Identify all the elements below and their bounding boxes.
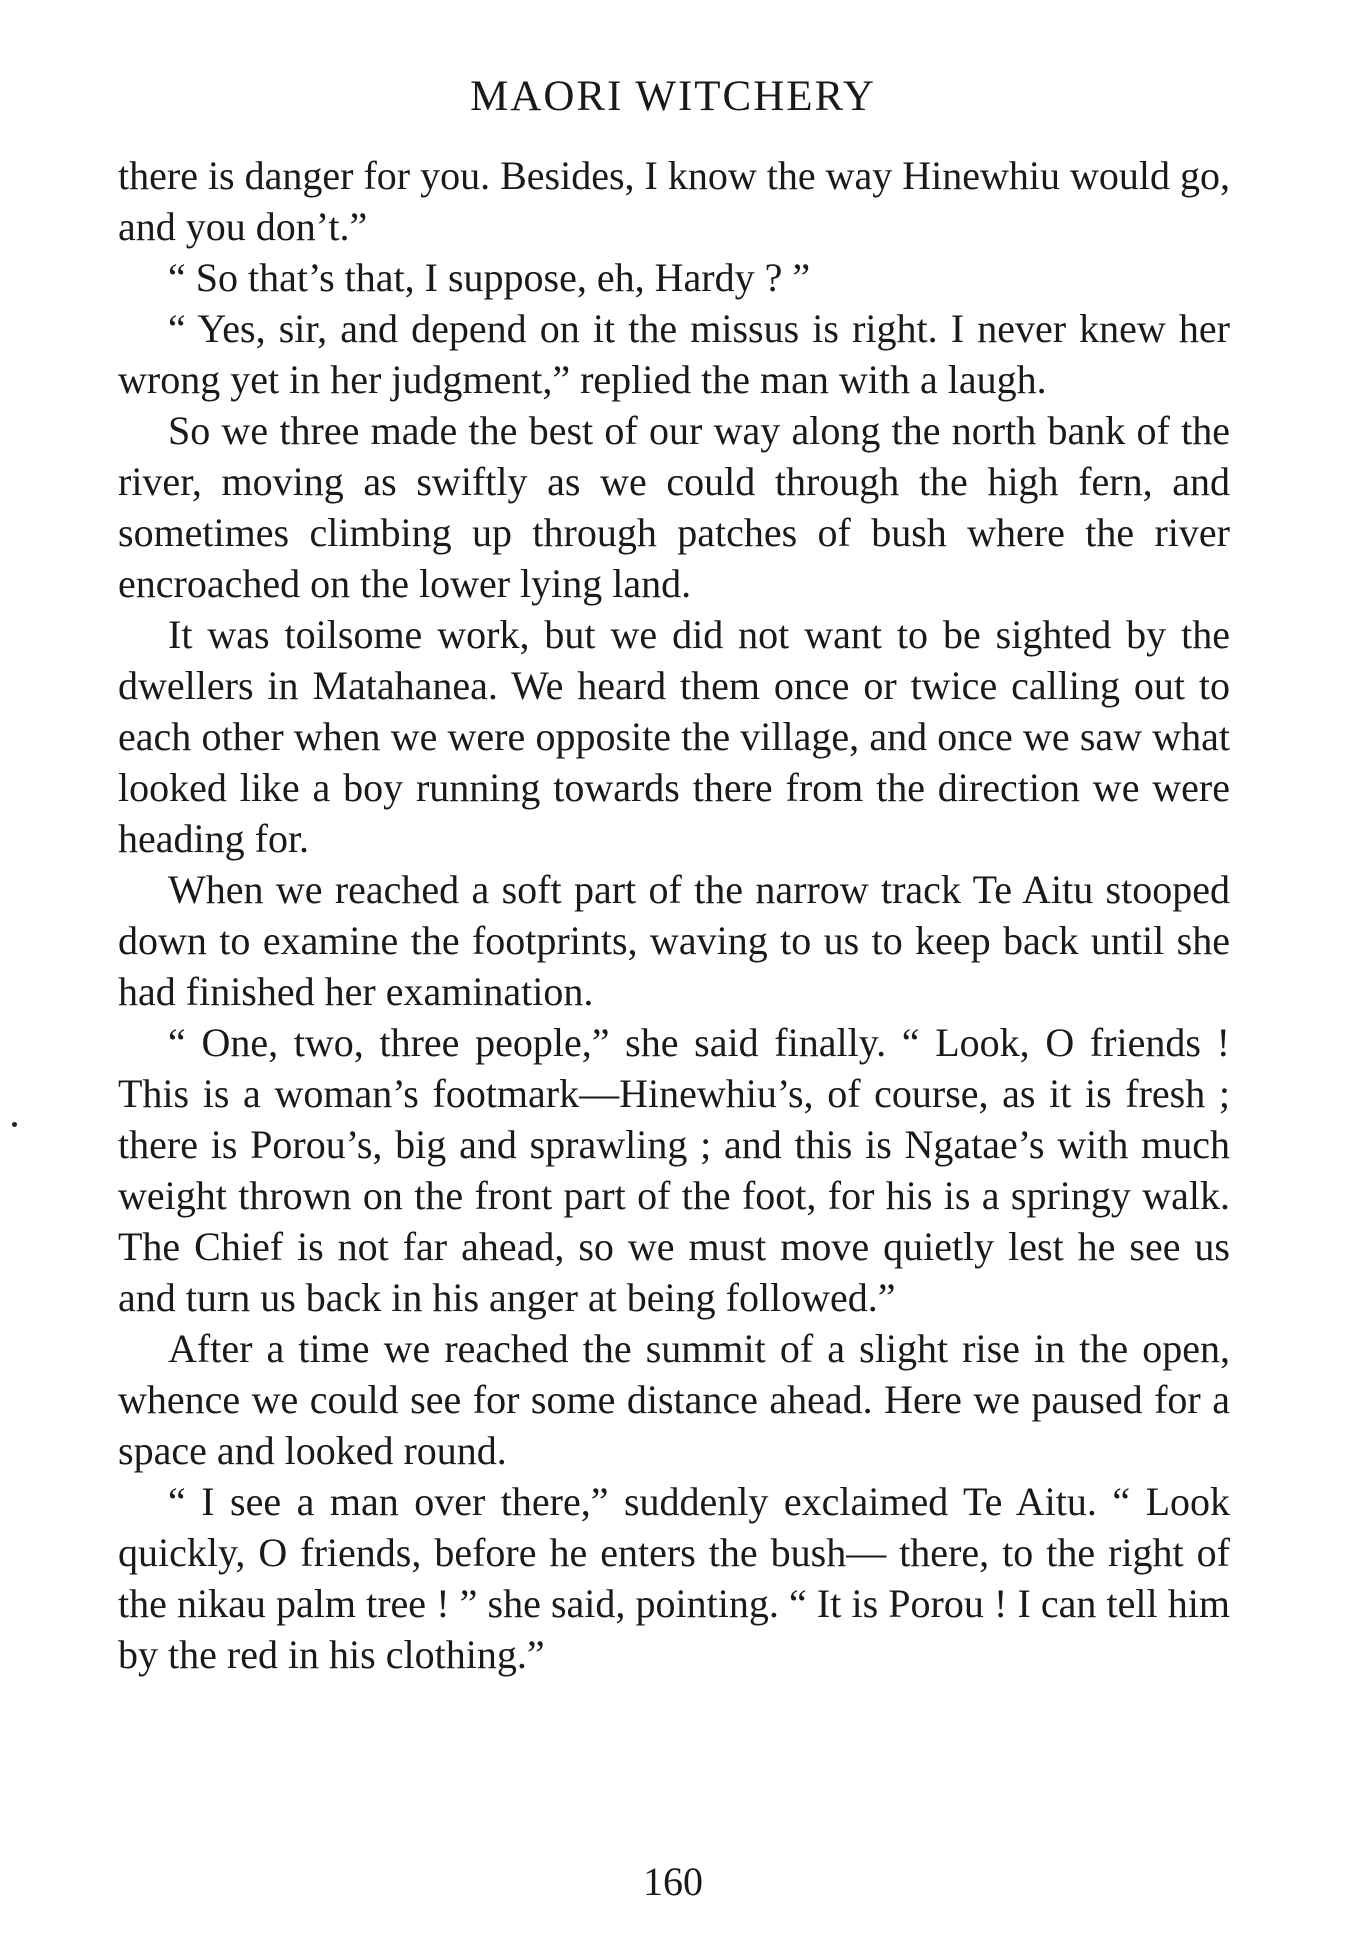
paragraph-3: “ Yes, sir, and depend on it the missus is right. I never knew her wrong yet in her judgment,” replied the man with a laugh. bbox=[118, 306, 1230, 402]
running-head: MAORI WITCHERY bbox=[470, 73, 876, 120]
paragraph-5: It was toilsome work, but we did not want to be sighted by the dwellers in Matahanea. We heard them once or twice calling out to each other when we were opposite the village, and once we saw what looked like a boy running towards there from the direction we were heading for. bbox=[118, 612, 1230, 861]
paragraph-9: “ I see a man over there,” suddenly exclaimed Te Aitu. “ Look quickly, O friends, before he enters the bush— there, to the right of the nikau palm tree ! ” she said, pointing. “ It is Porou ! I can tell him by the red in his clothing.” bbox=[118, 1479, 1230, 1677]
paragraph-2: “ So that’s that, I suppose, eh, Hardy ? ” bbox=[168, 255, 811, 300]
paragraph-7: “ One, two, three people,” she said finally. “ Look, O friends ! This is a woman’s footmark—Hinewhiu’s, of course, as it is fresh ; there is Porou’s, big and sprawling ; and this is Ngatae’s with much weight thrown on the front part of the foot, for his is a springy walk. The Chief is not far ahead, so we must move quietly lest he see us and turn us back in his anger at being followed.” bbox=[118, 1020, 1230, 1320]
page-number: 160 bbox=[643, 1859, 703, 1904]
ink-speck bbox=[12, 1122, 17, 1127]
paragraph-1: there is danger for you. Besides, I know the way Hinewhiu would go, and you don’t.” bbox=[118, 153, 1230, 249]
paragraph-6: When we reached a soft part of the narrow track Te Aitu stooped down to examine the footprints, waving to us to keep back until she had finished her examination. bbox=[118, 867, 1230, 1014]
paragraph-4: So we three made the best of our way along the north bank of the river, moving as swiftly as we could through the high fern, and sometimes climbing up through patches of bush where the river encroached on the lower lying land. bbox=[118, 408, 1230, 606]
body-text bbox=[118, 150, 1230, 1680]
paragraph-8: After a time we reached the summit of a slight rise in the open, whence we could see for some distance ahead. Here we paused for a space and looked round. bbox=[118, 1326, 1230, 1473]
